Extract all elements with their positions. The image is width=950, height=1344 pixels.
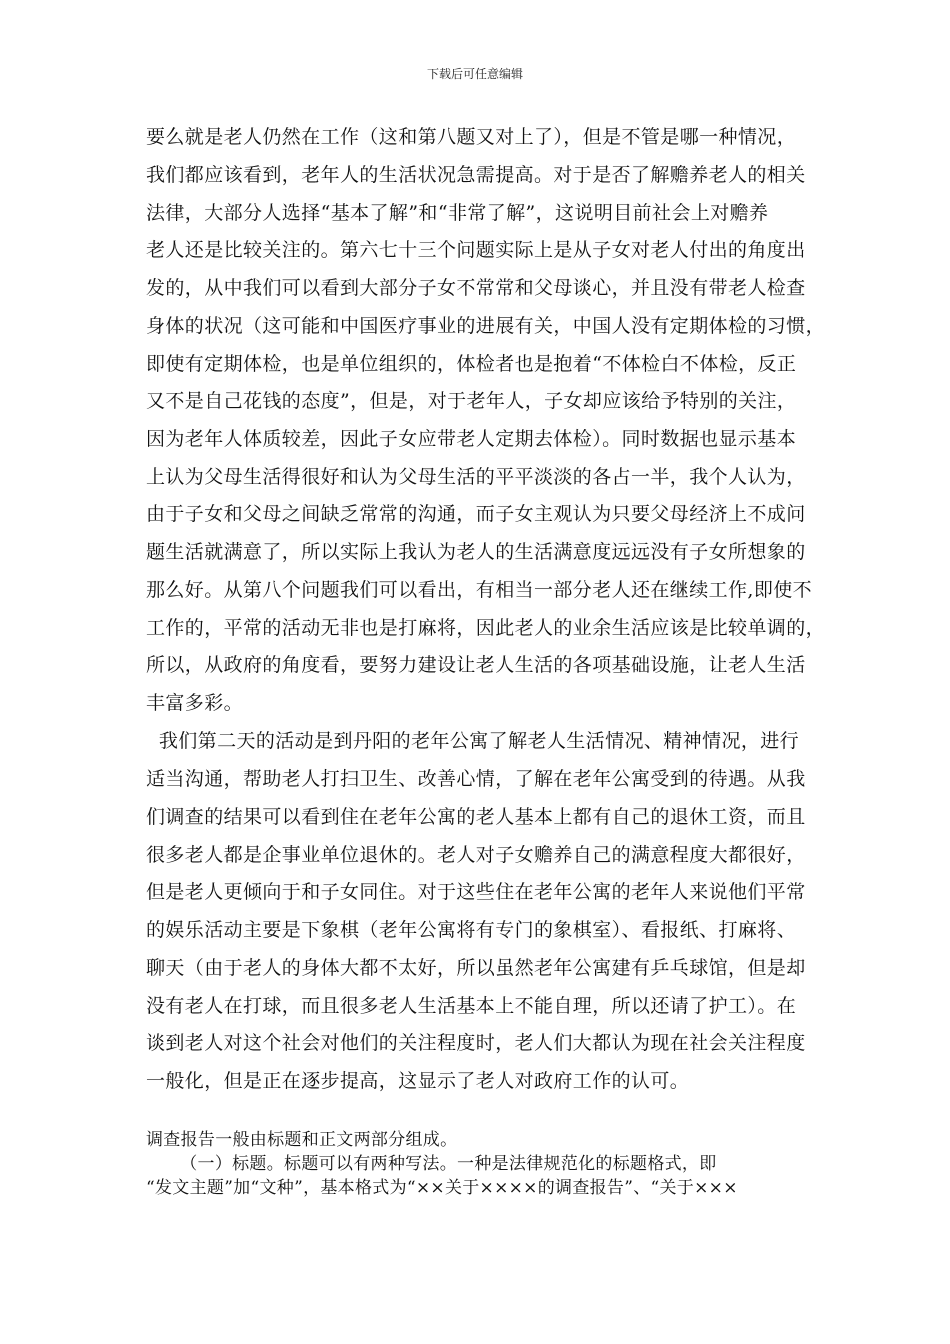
body-line: 的娱乐活动主要是下象棋（老年公寓将有专门的象棋室）、看报纸、打麻将、 — [146, 919, 797, 941]
body-line: 题生活就满意了，所以实际上我认为老人的生活满意度远远没有子女所想象的 — [146, 541, 806, 563]
body-line: 又不是自己花钱的态度”，但是，对于老年人，子女却应该给予特别的关注， — [146, 390, 797, 412]
body-line: 一般化，但是正在逐步提高，这显示了老人对政府工作的认可。 — [146, 1070, 690, 1092]
page-header: 下载后可任意编辑 — [426, 67, 523, 81]
body-line: 所以，从政府的角度看，要努力建设让老人生活的各项基础设施，让老人生活 — [146, 654, 806, 676]
section-line: 调查报告一般由标题和正文两部分组成。 — [146, 1130, 458, 1150]
body-line: 由于子女和父母之间缺乏常常的沟通，而子女主观认为只要父母经济上不成问 — [146, 503, 806, 525]
body-line: 身体的状况（这可能和中国医疗事业的进展有关，中国人没有定期体检的习惯， — [146, 315, 826, 337]
body-line: 适当沟通，帮助老人打扫卫生、改善心情，了解在老年公寓受到的待遇。从我 — [146, 768, 806, 790]
body-line: 但是老人更倾向于和子女同住。对于这些住在老年公寓的老年人来说他们平常 — [146, 881, 806, 903]
body-line: 我们第二天的活动是到丹阳的老年公寓了解老人生活情况、精神情况，进行 — [146, 730, 800, 752]
body-line: 即使有定期体检，也是单位组织的，体检者也是抱着“不体检白不体检，反正 — [146, 353, 797, 375]
body-line: 要么就是老人仍然在工作（这和第八题又对上了），但是不管是哪一种情况， — [146, 126, 797, 148]
body-line: 们调查的结果可以看到住在老年公寓的老人基本上都有自己的退休工资，而且 — [146, 806, 806, 828]
body-line: 发的，从中我们可以看到大部分子女不常常和父母谈心，并且没有带老人检查 — [146, 277, 806, 299]
body-line: 因为老年人体质较差，因此子女应带老人定期去体检）。同时数据也显示基本 — [146, 428, 797, 450]
section-line: “发文主题”加“文种”，基本格式为“××关于××××的调查报告”、“关于××× — [146, 1178, 738, 1198]
body-line: 谈到老人对这个社会对他们的关注程度时，老人们大都认为现在社会关注程度 — [146, 1032, 806, 1054]
body-line: 没有老人在打球，而且很多老人生活基本上不能自理，所以还请了护工）。在 — [146, 995, 797, 1017]
body-line: 老人还是比较关注的。第六七十三个问题实际上是从子女对老人付出的角度出 — [146, 239, 806, 261]
body-line: 聊天（由于老人的身体大都不太好，所以虽然老年公寓建有乒乓球馆，但是却 — [146, 957, 806, 979]
body-line: 工作的，平常的活动无非也是打麻将，因此老人的业余生活应该是比较单调的， — [146, 617, 826, 639]
body-line: 上认为父母生活得很好和认为父母生活的平平淡淡的各占一半，我个人认为， — [146, 466, 806, 488]
body-line: 法律，大部分人选择“基本了解”和“非常了解”，这说明目前社会上对赡养 — [146, 202, 769, 224]
body-line: 那么好。从第八个问题我们可以看出，有相当一部分老人还在继续工作,即使不 — [146, 579, 813, 601]
body-line: 丰富多彩。 — [146, 692, 244, 714]
body-line: 我们都应该看到，老年人的生活状况急需提高。对于是否了解赡养老人的相关 — [146, 164, 806, 186]
section-line: （一）标题。标题可以有两种写法。一种是法律规范化的标题格式，即 — [146, 1154, 717, 1174]
body-line: 很多老人都是企事业单位退休的。老人对子女赡养自己的满意程度大都很好， — [146, 844, 806, 866]
